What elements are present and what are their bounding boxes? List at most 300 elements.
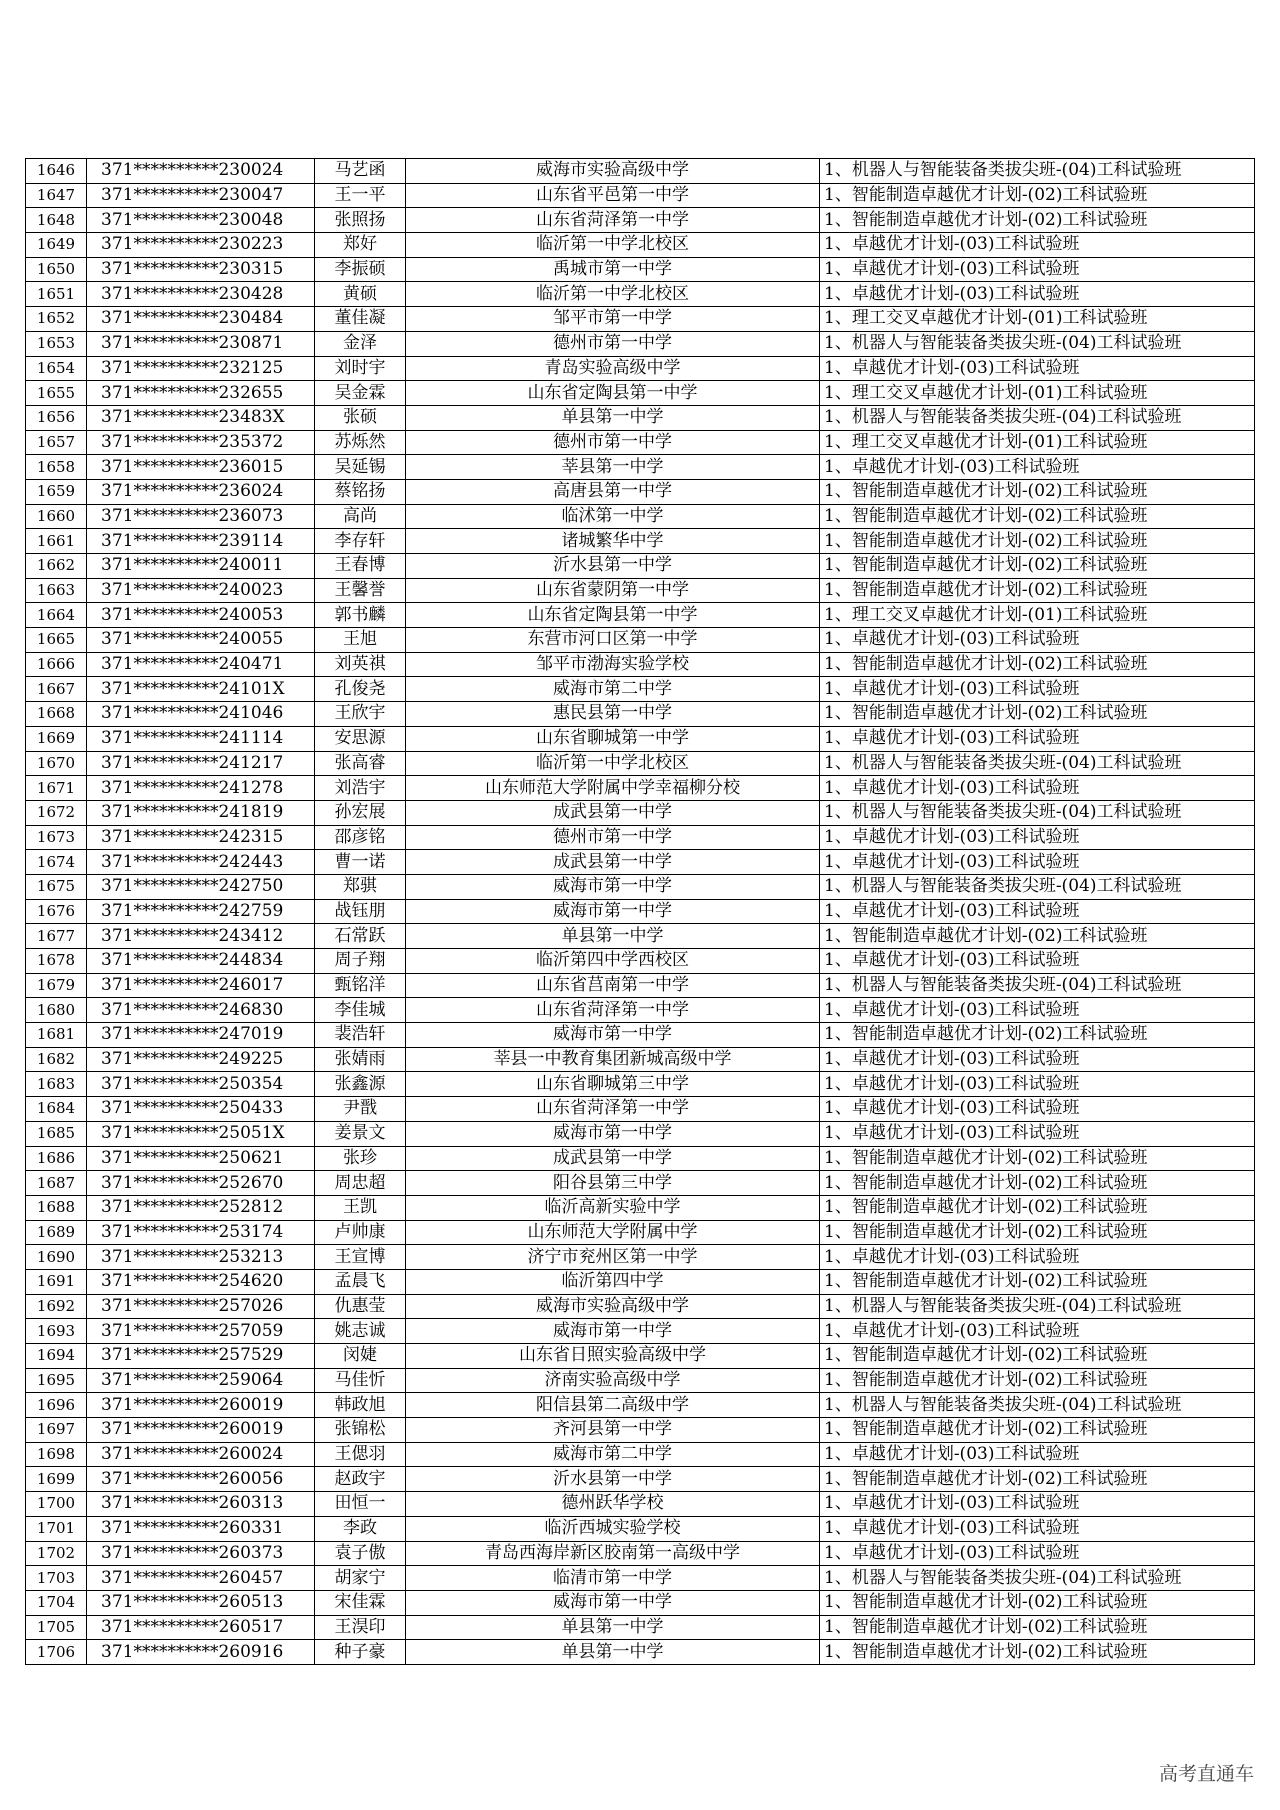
student-name-cell: 王宣博 bbox=[315, 1245, 406, 1270]
table-row bbox=[26, 455, 1255, 480]
admitted-program-cell: 1、智能制造卓越优才计划-(02)工科试验班 bbox=[820, 578, 1255, 603]
id-number-cell: 371**********240023 bbox=[87, 578, 315, 603]
admitted-program-cell: 1、卓越优才计划-(03)工科试验班 bbox=[820, 1319, 1255, 1344]
id-number-cell: 371**********252670 bbox=[87, 1171, 315, 1196]
student-name-cell: 王欣宇 bbox=[315, 702, 406, 727]
admitted-program-cell: 1、智能制造卓越优才计划-(02)工科试验班 bbox=[820, 1467, 1255, 1492]
table-row bbox=[26, 208, 1255, 233]
id-number-cell: 371**********260019 bbox=[87, 1418, 315, 1443]
table-row bbox=[26, 1590, 1255, 1615]
student-name-cell: 姚志诚 bbox=[315, 1319, 406, 1344]
school-name-cell: 威海市第一中学 bbox=[406, 899, 820, 924]
admitted-program-cell: 1、智能制造卓越优才计划-(02)工科试验班 bbox=[820, 183, 1255, 208]
table-row bbox=[26, 924, 1255, 949]
admitted-program-cell: 1、智能制造卓越优才计划-(02)工科试验班 bbox=[820, 1640, 1255, 1665]
row-number-cell: 1677 bbox=[26, 924, 87, 949]
table-row bbox=[26, 1615, 1255, 1640]
student-name-cell: 石常跃 bbox=[315, 924, 406, 949]
student-name-cell: 田恒一 bbox=[315, 1492, 406, 1517]
row-number-cell: 1686 bbox=[26, 1146, 87, 1171]
row-number-cell: 1693 bbox=[26, 1319, 87, 1344]
table-row bbox=[26, 973, 1255, 998]
admitted-program-cell: 1、智能制造卓越优才计划-(02)工科试验班 bbox=[820, 1023, 1255, 1048]
table-row bbox=[26, 850, 1255, 875]
student-name-cell: 安思源 bbox=[315, 726, 406, 751]
table-row bbox=[26, 479, 1255, 504]
school-name-cell: 临沂第一中学北校区 bbox=[406, 751, 820, 776]
table-row bbox=[26, 1146, 1255, 1171]
student-name-cell: 郑骐 bbox=[315, 874, 406, 899]
id-number-cell: 371**********260024 bbox=[87, 1442, 315, 1467]
row-number-cell: 1705 bbox=[26, 1615, 87, 1640]
table-row bbox=[26, 776, 1255, 801]
table-row bbox=[26, 949, 1255, 974]
row-number-cell: 1680 bbox=[26, 998, 87, 1023]
row-number-cell: 1691 bbox=[26, 1269, 87, 1294]
admitted-program-cell: 1、卓越优才计划-(03)工科试验班 bbox=[820, 899, 1255, 924]
row-number-cell: 1664 bbox=[26, 603, 87, 628]
row-number-cell: 1683 bbox=[26, 1072, 87, 1097]
student-name-cell: 王偲羽 bbox=[315, 1442, 406, 1467]
id-number-cell: 371**********232125 bbox=[87, 356, 315, 381]
table-row bbox=[26, 356, 1255, 381]
admitted-program-cell: 1、智能制造卓越优才计划-(02)工科试验班 bbox=[820, 1368, 1255, 1393]
admitted-program-cell: 1、卓越优才计划-(03)工科试验班 bbox=[820, 1541, 1255, 1566]
school-name-cell: 成武县第一中学 bbox=[406, 800, 820, 825]
table-row bbox=[26, 1516, 1255, 1541]
student-name-cell: 张鑫源 bbox=[315, 1072, 406, 1097]
row-number-cell: 1684 bbox=[26, 1097, 87, 1122]
id-number-cell: 371**********253174 bbox=[87, 1220, 315, 1245]
table-row bbox=[26, 1121, 1255, 1146]
school-name-cell: 济宁市兖州区第一中学 bbox=[406, 1245, 820, 1270]
admitted-program-cell: 1、机器人与智能装备类拔尖班-(04)工科试验班 bbox=[820, 405, 1255, 430]
admitted-program-cell: 1、卓越优才计划-(03)工科试验班 bbox=[820, 628, 1255, 653]
admitted-program-cell: 1、卓越优才计划-(03)工科试验班 bbox=[820, 949, 1255, 974]
row-number-cell: 1696 bbox=[26, 1393, 87, 1418]
id-number-cell: 371**********260916 bbox=[87, 1640, 315, 1665]
student-name-cell: 吴延锡 bbox=[315, 455, 406, 480]
table-row bbox=[26, 381, 1255, 406]
id-number-cell: 371**********249225 bbox=[87, 1047, 315, 1072]
admitted-program-cell: 1、卓越优才计划-(03)工科试验班 bbox=[820, 356, 1255, 381]
row-number-cell: 1672 bbox=[26, 800, 87, 825]
student-name-cell: 种子豪 bbox=[315, 1640, 406, 1665]
student-name-cell: 张照扬 bbox=[315, 208, 406, 233]
row-number-cell: 1666 bbox=[26, 652, 87, 677]
admission-table-body bbox=[26, 159, 1255, 1665]
row-number-cell: 1699 bbox=[26, 1467, 87, 1492]
table-row bbox=[26, 1319, 1255, 1344]
student-name-cell: 高尚 bbox=[315, 504, 406, 529]
row-number-cell: 1673 bbox=[26, 825, 87, 850]
school-name-cell: 山东省蒙阴第一中学 bbox=[406, 578, 820, 603]
student-name-cell: 郑好 bbox=[315, 233, 406, 258]
row-number-cell: 1662 bbox=[26, 554, 87, 579]
school-name-cell: 德州市第一中学 bbox=[406, 331, 820, 356]
id-number-cell: 371**********230871 bbox=[87, 331, 315, 356]
row-number-cell: 1681 bbox=[26, 1023, 87, 1048]
table-row bbox=[26, 1294, 1255, 1319]
id-number-cell: 371**********242750 bbox=[87, 874, 315, 899]
admitted-program-cell: 1、智能制造卓越优才计划-(02)工科试验班 bbox=[820, 529, 1255, 554]
row-number-cell: 1675 bbox=[26, 874, 87, 899]
table-row bbox=[26, 554, 1255, 579]
table-row bbox=[26, 159, 1255, 184]
admitted-program-cell: 1、卓越优才计划-(03)工科试验班 bbox=[820, 1442, 1255, 1467]
id-number-cell: 371**********244834 bbox=[87, 949, 315, 974]
student-name-cell: 周忠超 bbox=[315, 1171, 406, 1196]
student-name-cell: 张硕 bbox=[315, 405, 406, 430]
admitted-program-cell: 1、卓越优才计划-(03)工科试验班 bbox=[820, 1097, 1255, 1122]
row-number-cell: 1702 bbox=[26, 1541, 87, 1566]
student-name-cell: 韩政旭 bbox=[315, 1393, 406, 1418]
table-row bbox=[26, 504, 1255, 529]
table-row bbox=[26, 1023, 1255, 1048]
id-number-cell: 371**********250354 bbox=[87, 1072, 315, 1097]
student-name-cell: 孟晨飞 bbox=[315, 1269, 406, 1294]
row-number-cell: 1667 bbox=[26, 677, 87, 702]
student-name-cell: 张锦松 bbox=[315, 1418, 406, 1443]
id-number-cell: 371**********230048 bbox=[87, 208, 315, 233]
id-number-cell: 371**********230484 bbox=[87, 307, 315, 332]
admitted-program-cell: 1、卓越优才计划-(03)工科试验班 bbox=[820, 825, 1255, 850]
admitted-program-cell: 1、智能制造卓越优才计划-(02)工科试验班 bbox=[820, 1195, 1255, 1220]
id-number-cell: 371**********230024 bbox=[87, 159, 315, 184]
admitted-program-cell: 1、智能制造卓越优才计划-(02)工科试验班 bbox=[820, 702, 1255, 727]
row-number-cell: 1663 bbox=[26, 578, 87, 603]
id-number-cell: 371**********242759 bbox=[87, 899, 315, 924]
table-row bbox=[26, 529, 1255, 554]
table-row bbox=[26, 874, 1255, 899]
id-number-cell: 371**********247019 bbox=[87, 1023, 315, 1048]
table-row bbox=[26, 1269, 1255, 1294]
row-number-cell: 1700 bbox=[26, 1492, 87, 1517]
table-row bbox=[26, 1566, 1255, 1591]
id-number-cell: 371**********257059 bbox=[87, 1319, 315, 1344]
school-name-cell: 临沂第一中学北校区 bbox=[406, 282, 820, 307]
student-name-cell: 尹戬 bbox=[315, 1097, 406, 1122]
admitted-program-cell: 1、机器人与智能装备类拔尖班-(04)工科试验班 bbox=[820, 1566, 1255, 1591]
table-row bbox=[26, 825, 1255, 850]
student-name-cell: 裴浩轩 bbox=[315, 1023, 406, 1048]
id-number-cell: 371**********257529 bbox=[87, 1344, 315, 1369]
admitted-program-cell: 1、智能制造卓越优才计划-(02)工科试验班 bbox=[820, 1171, 1255, 1196]
admission-table bbox=[25, 158, 1255, 1665]
id-number-cell: 371**********242315 bbox=[87, 825, 315, 850]
id-number-cell: 371**********239114 bbox=[87, 529, 315, 554]
school-name-cell: 德州市第一中学 bbox=[406, 825, 820, 850]
table-row bbox=[26, 1418, 1255, 1443]
row-number-cell: 1657 bbox=[26, 430, 87, 455]
school-name-cell: 山东省菏泽第一中学 bbox=[406, 208, 820, 233]
student-name-cell: 张珍 bbox=[315, 1146, 406, 1171]
id-number-cell: 371**********230223 bbox=[87, 233, 315, 258]
id-number-cell: 371**********254620 bbox=[87, 1269, 315, 1294]
student-name-cell: 马艺函 bbox=[315, 159, 406, 184]
school-name-cell: 山东省定陶县第一中学 bbox=[406, 603, 820, 628]
table-row bbox=[26, 1195, 1255, 1220]
table-row bbox=[26, 1492, 1255, 1517]
admitted-program-cell: 1、机器人与智能装备类拔尖班-(04)工科试验班 bbox=[820, 874, 1255, 899]
id-number-cell: 371**********260373 bbox=[87, 1541, 315, 1566]
table-row bbox=[26, 1245, 1255, 1270]
school-name-cell: 惠民县第一中学 bbox=[406, 702, 820, 727]
student-name-cell: 金泽 bbox=[315, 331, 406, 356]
student-name-cell: 孙宏展 bbox=[315, 800, 406, 825]
row-number-cell: 1671 bbox=[26, 776, 87, 801]
admitted-program-cell: 1、卓越优才计划-(03)工科试验班 bbox=[820, 1072, 1255, 1097]
student-name-cell: 董佳凝 bbox=[315, 307, 406, 332]
id-number-cell: 371**********230315 bbox=[87, 257, 315, 282]
admitted-program-cell: 1、机器人与智能装备类拔尖班-(04)工科试验班 bbox=[820, 1294, 1255, 1319]
school-name-cell: 威海市第一中学 bbox=[406, 1590, 820, 1615]
school-name-cell: 沂水县第一中学 bbox=[406, 1467, 820, 1492]
id-number-cell: 371**********260019 bbox=[87, 1393, 315, 1418]
id-number-cell: 371**********241046 bbox=[87, 702, 315, 727]
admitted-program-cell: 1、理工交叉卓越优才计划-(01)工科试验班 bbox=[820, 430, 1255, 455]
school-name-cell: 威海市第二中学 bbox=[406, 1442, 820, 1467]
school-name-cell: 威海市第一中学 bbox=[406, 1023, 820, 1048]
admitted-program-cell: 1、机器人与智能装备类拔尖班-(04)工科试验班 bbox=[820, 159, 1255, 184]
admitted-program-cell: 1、卓越优才计划-(03)工科试验班 bbox=[820, 455, 1255, 480]
school-name-cell: 禹城市第一中学 bbox=[406, 257, 820, 282]
school-name-cell: 成武县第一中学 bbox=[406, 1146, 820, 1171]
table-row bbox=[26, 726, 1255, 751]
row-number-cell: 1650 bbox=[26, 257, 87, 282]
row-number-cell: 1661 bbox=[26, 529, 87, 554]
school-name-cell: 单县第一中学 bbox=[406, 1615, 820, 1640]
admitted-program-cell: 1、卓越优才计划-(03)工科试验班 bbox=[820, 1516, 1255, 1541]
id-number-cell: 371**********260457 bbox=[87, 1566, 315, 1591]
admitted-program-cell: 1、智能制造卓越优才计划-(02)工科试验班 bbox=[820, 1146, 1255, 1171]
admitted-program-cell: 1、机器人与智能装备类拔尖班-(04)工科试验班 bbox=[820, 751, 1255, 776]
student-name-cell: 刘时宇 bbox=[315, 356, 406, 381]
table-row bbox=[26, 1393, 1255, 1418]
id-number-cell: 371**********240011 bbox=[87, 554, 315, 579]
row-number-cell: 1678 bbox=[26, 949, 87, 974]
school-name-cell: 临清市第一中学 bbox=[406, 1566, 820, 1591]
table-row bbox=[26, 233, 1255, 258]
id-number-cell: 371**********241114 bbox=[87, 726, 315, 751]
row-number-cell: 1660 bbox=[26, 504, 87, 529]
school-name-cell: 威海市第一中学 bbox=[406, 874, 820, 899]
school-name-cell: 莘县第一中学 bbox=[406, 455, 820, 480]
table-row bbox=[26, 578, 1255, 603]
table-row bbox=[26, 1467, 1255, 1492]
row-number-cell: 1659 bbox=[26, 479, 87, 504]
table-row bbox=[26, 800, 1255, 825]
admitted-program-cell: 1、智能制造卓越优才计划-(02)工科试验班 bbox=[820, 652, 1255, 677]
id-number-cell: 371**********232655 bbox=[87, 381, 315, 406]
school-name-cell: 山东师范大学附属中学幸福柳分校 bbox=[406, 776, 820, 801]
student-name-cell: 李佳城 bbox=[315, 998, 406, 1023]
id-number-cell: 371**********260513 bbox=[87, 1590, 315, 1615]
admitted-program-cell: 1、机器人与智能装备类拔尖班-(04)工科试验班 bbox=[820, 800, 1255, 825]
student-name-cell: 胡家宁 bbox=[315, 1566, 406, 1591]
admitted-program-cell: 1、智能制造卓越优才计划-(02)工科试验班 bbox=[820, 1344, 1255, 1369]
student-name-cell: 赵政宇 bbox=[315, 1467, 406, 1492]
school-name-cell: 阳谷县第三中学 bbox=[406, 1171, 820, 1196]
admitted-program-cell: 1、卓越优才计划-(03)工科试验班 bbox=[820, 850, 1255, 875]
table-row bbox=[26, 628, 1255, 653]
student-name-cell: 郭书麟 bbox=[315, 603, 406, 628]
row-number-cell: 1658 bbox=[26, 455, 87, 480]
id-number-cell: 371**********240053 bbox=[87, 603, 315, 628]
id-number-cell: 371**********260313 bbox=[87, 1492, 315, 1517]
school-name-cell: 临沂第四中学 bbox=[406, 1269, 820, 1294]
id-number-cell: 371**********235372 bbox=[87, 430, 315, 455]
student-name-cell: 周子翔 bbox=[315, 949, 406, 974]
school-name-cell: 莘县一中教育集团新城高级中学 bbox=[406, 1047, 820, 1072]
student-name-cell: 王旭 bbox=[315, 628, 406, 653]
row-number-cell: 1655 bbox=[26, 381, 87, 406]
id-number-cell: 371**********246017 bbox=[87, 973, 315, 998]
id-number-cell: 371**********24101X bbox=[87, 677, 315, 702]
admitted-program-cell: 1、智能制造卓越优才计划-(02)工科试验班 bbox=[820, 554, 1255, 579]
id-number-cell: 371**********259064 bbox=[87, 1368, 315, 1393]
admitted-program-cell: 1、智能制造卓越优才计划-(02)工科试验班 bbox=[820, 504, 1255, 529]
school-name-cell: 成武县第一中学 bbox=[406, 850, 820, 875]
admitted-program-cell: 1、智能制造卓越优才计划-(02)工科试验班 bbox=[820, 1269, 1255, 1294]
school-name-cell: 山东师范大学附属中学 bbox=[406, 1220, 820, 1245]
id-number-cell: 371**********260331 bbox=[87, 1516, 315, 1541]
id-number-cell: 371**********230428 bbox=[87, 282, 315, 307]
row-number-cell: 1689 bbox=[26, 1220, 87, 1245]
row-number-cell: 1698 bbox=[26, 1442, 87, 1467]
table-row bbox=[26, 1047, 1255, 1072]
table-row bbox=[26, 307, 1255, 332]
id-number-cell: 371**********25051X bbox=[87, 1121, 315, 1146]
admitted-program-cell: 1、智能制造卓越优才计划-(02)工科试验班 bbox=[820, 1418, 1255, 1443]
student-name-cell: 王一平 bbox=[315, 183, 406, 208]
student-name-cell: 蔡铭扬 bbox=[315, 479, 406, 504]
id-number-cell: 371**********236015 bbox=[87, 455, 315, 480]
school-name-cell: 临沭第一中学 bbox=[406, 504, 820, 529]
school-name-cell: 单县第一中学 bbox=[406, 1640, 820, 1665]
student-name-cell: 黄硕 bbox=[315, 282, 406, 307]
student-name-cell: 孔俊尧 bbox=[315, 677, 406, 702]
id-number-cell: 371**********240471 bbox=[87, 652, 315, 677]
table-row bbox=[26, 405, 1255, 430]
school-name-cell: 威海市实验高级中学 bbox=[406, 1294, 820, 1319]
admitted-program-cell: 1、卓越优才计划-(03)工科试验班 bbox=[820, 726, 1255, 751]
table-row bbox=[26, 1220, 1255, 1245]
student-name-cell: 仇惠莹 bbox=[315, 1294, 406, 1319]
admitted-program-cell: 1、智能制造卓越优才计划-(02)工科试验班 bbox=[820, 1220, 1255, 1245]
school-name-cell: 威海市第二中学 bbox=[406, 677, 820, 702]
student-name-cell: 张高睿 bbox=[315, 751, 406, 776]
row-number-cell: 1694 bbox=[26, 1344, 87, 1369]
school-name-cell: 威海市第一中学 bbox=[406, 1319, 820, 1344]
admitted-program-cell: 1、卓越优才计划-(03)工科试验班 bbox=[820, 677, 1255, 702]
admitted-program-cell: 1、卓越优才计划-(03)工科试验班 bbox=[820, 1121, 1255, 1146]
table-row bbox=[26, 1442, 1255, 1467]
student-name-cell: 刘英祺 bbox=[315, 652, 406, 677]
school-name-cell: 山东省日照实验高级中学 bbox=[406, 1344, 820, 1369]
watermark: 高考直通车 bbox=[1158, 1763, 1254, 1785]
row-number-cell: 1695 bbox=[26, 1368, 87, 1393]
table-row bbox=[26, 899, 1255, 924]
row-number-cell: 1668 bbox=[26, 702, 87, 727]
table-row bbox=[26, 1171, 1255, 1196]
table-row bbox=[26, 1344, 1255, 1369]
row-number-cell: 1697 bbox=[26, 1418, 87, 1443]
student-name-cell: 卢帅康 bbox=[315, 1220, 406, 1245]
school-name-cell: 山东省菏泽第一中学 bbox=[406, 1097, 820, 1122]
row-number-cell: 1670 bbox=[26, 751, 87, 776]
school-name-cell: 单县第一中学 bbox=[406, 405, 820, 430]
student-name-cell: 姜景文 bbox=[315, 1121, 406, 1146]
row-number-cell: 1703 bbox=[26, 1566, 87, 1591]
row-number-cell: 1676 bbox=[26, 899, 87, 924]
id-number-cell: 371**********236024 bbox=[87, 479, 315, 504]
student-name-cell: 闵婕 bbox=[315, 1344, 406, 1369]
admitted-program-cell: 1、卓越优才计划-(03)工科试验班 bbox=[820, 1245, 1255, 1270]
school-name-cell: 阳信县第二高级中学 bbox=[406, 1393, 820, 1418]
row-number-cell: 1687 bbox=[26, 1171, 87, 1196]
table-row bbox=[26, 1368, 1255, 1393]
row-number-cell: 1651 bbox=[26, 282, 87, 307]
admitted-program-cell: 1、机器人与智能装备类拔尖班-(04)工科试验班 bbox=[820, 331, 1255, 356]
id-number-cell: 371**********243412 bbox=[87, 924, 315, 949]
admitted-program-cell: 1、智能制造卓越优才计划-(02)工科试验班 bbox=[820, 924, 1255, 949]
id-number-cell: 371**********241819 bbox=[87, 800, 315, 825]
id-number-cell: 371**********250433 bbox=[87, 1097, 315, 1122]
school-name-cell: 德州市第一中学 bbox=[406, 430, 820, 455]
row-number-cell: 1665 bbox=[26, 628, 87, 653]
admitted-program-cell: 1、智能制造卓越优才计划-(02)工科试验班 bbox=[820, 1615, 1255, 1640]
school-name-cell: 邹平市第一中学 bbox=[406, 307, 820, 332]
student-name-cell: 刘浩宇 bbox=[315, 776, 406, 801]
admitted-program-cell: 1、卓越优才计划-(03)工科试验班 bbox=[820, 1492, 1255, 1517]
admitted-program-cell: 1、智能制造卓越优才计划-(02)工科试验班 bbox=[820, 208, 1255, 233]
school-name-cell: 山东省聊城第一中学 bbox=[406, 726, 820, 751]
id-number-cell: 371**********240055 bbox=[87, 628, 315, 653]
row-number-cell: 1653 bbox=[26, 331, 87, 356]
id-number-cell: 371**********257026 bbox=[87, 1294, 315, 1319]
id-number-cell: 371**********230047 bbox=[87, 183, 315, 208]
table-row bbox=[26, 677, 1255, 702]
school-name-cell: 威海市实验高级中学 bbox=[406, 159, 820, 184]
admitted-program-cell: 1、理工交叉卓越优才计划-(01)工科试验班 bbox=[820, 307, 1255, 332]
student-name-cell: 苏烁然 bbox=[315, 430, 406, 455]
admitted-program-cell: 1、卓越优才计划-(03)工科试验班 bbox=[820, 282, 1255, 307]
row-number-cell: 1669 bbox=[26, 726, 87, 751]
admitted-program-cell: 1、智能制造卓越优才计划-(02)工科试验班 bbox=[820, 479, 1255, 504]
admitted-program-cell: 1、理工交叉卓越优才计划-(01)工科试验班 bbox=[820, 603, 1255, 628]
row-number-cell: 1679 bbox=[26, 973, 87, 998]
table-row bbox=[26, 1072, 1255, 1097]
admitted-program-cell: 1、理工交叉卓越优才计划-(01)工科试验班 bbox=[820, 381, 1255, 406]
student-name-cell: 李存轩 bbox=[315, 529, 406, 554]
student-name-cell: 邵彦铭 bbox=[315, 825, 406, 850]
admitted-program-cell: 1、卓越优才计划-(03)工科试验班 bbox=[820, 233, 1255, 258]
school-name-cell: 威海市第一中学 bbox=[406, 1121, 820, 1146]
school-name-cell: 山东省莒南第一中学 bbox=[406, 973, 820, 998]
student-name-cell: 曹一诺 bbox=[315, 850, 406, 875]
school-name-cell: 山东省聊城第三中学 bbox=[406, 1072, 820, 1097]
id-number-cell: 371**********242443 bbox=[87, 850, 315, 875]
school-name-cell: 临沂第四中学西校区 bbox=[406, 949, 820, 974]
student-name-cell: 甄铭洋 bbox=[315, 973, 406, 998]
row-number-cell: 1648 bbox=[26, 208, 87, 233]
admitted-program-cell: 1、机器人与智能装备类拔尖班-(04)工科试验班 bbox=[820, 1393, 1255, 1418]
student-name-cell: 战钰朋 bbox=[315, 899, 406, 924]
admitted-program-cell: 1、卓越优才计划-(03)工科试验班 bbox=[820, 998, 1255, 1023]
school-name-cell: 山东省定陶县第一中学 bbox=[406, 381, 820, 406]
student-name-cell: 宋佳霖 bbox=[315, 1590, 406, 1615]
